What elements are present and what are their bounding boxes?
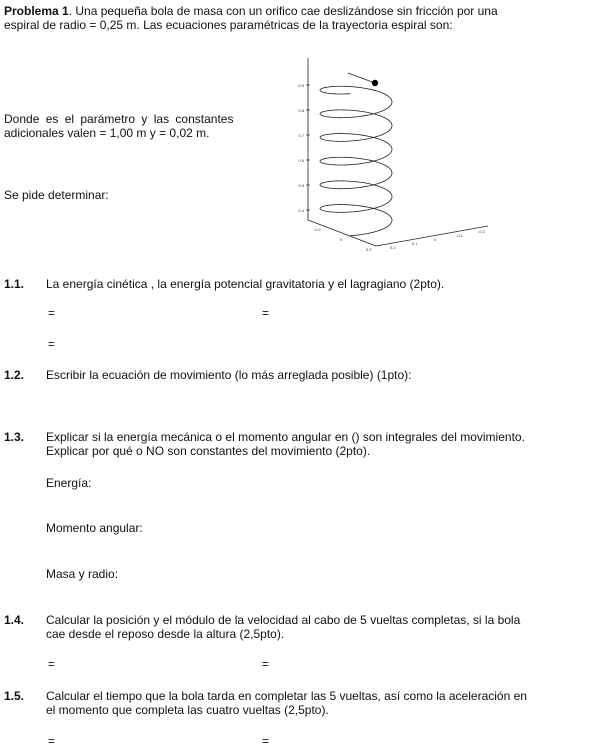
left-axis-tick-label: 0 xyxy=(340,237,343,242)
question-number: 1.4. xyxy=(4,613,25,627)
question-text: La energía cinética , la energía potencial gravitatoria y el lagragiano (2pto). xyxy=(46,277,445,291)
left-axis-tick-label: -0.2 xyxy=(314,227,321,232)
equals-sign: = xyxy=(48,734,56,748)
ball-marker xyxy=(372,80,378,86)
base-axis-bottom xyxy=(376,226,488,246)
question-number: 1.3. xyxy=(4,430,25,444)
spiral-trajectory-figure xyxy=(292,50,497,255)
problem-intro-line1 xyxy=(4,4,498,18)
equals-sign: = xyxy=(262,657,270,671)
question-text: Calcular el tiempo que la bola tarda en completar las 5 vueltas, así como la aceleración en xyxy=(46,689,527,703)
question-text: Calcular la posición y el módulo de la velocidad al cabo de 5 vueltas completas, si la bola xyxy=(46,613,521,627)
equals-sign: = xyxy=(262,734,270,748)
question-text: cae desde el reposo desde la altura (2,5pto). xyxy=(46,627,285,641)
question-text: Explicar por qué o NO son constantes del movimiento (2pto). xyxy=(46,444,371,458)
problem-label: Problema 1 xyxy=(4,4,69,18)
bottom-axis-tick-label: 0.1 xyxy=(412,241,418,246)
donde-line2: adicionales valen = 1,00 m y = 0,02 m. xyxy=(4,126,210,140)
se-pide-text: Se pide determinar: xyxy=(4,188,109,202)
bottom-axis-tick-label: -0.2 xyxy=(478,229,485,234)
z-axis-tick-label: 0.5 xyxy=(298,183,304,188)
equals-sign: = xyxy=(262,306,270,320)
left-axis-tick-label: 0.2 xyxy=(366,247,372,252)
problem-intro-line2: espiral de radio = 0,25 m. Las ecuaciones paramétricas de la trayectoria espiral son: xyxy=(4,18,453,32)
answer-label-energia: Energía: xyxy=(46,476,92,490)
question-number: 1.5. xyxy=(4,689,25,703)
question-number: 1.2. xyxy=(4,368,25,382)
problem-intro-text: . Una pequeña bola de masa con un orifico cae deslizándose sin fricción por una xyxy=(68,4,498,18)
z-axis-tick-label: 0.4 xyxy=(298,208,304,213)
z-axis-tick-label: 0.7 xyxy=(298,133,304,138)
equals-sign: = xyxy=(48,657,56,671)
question-text: Escribir la ecuación de movimiento (lo más arreglada posible) (1pto): xyxy=(46,368,412,382)
helix-entry-line xyxy=(348,73,375,83)
base-axis-left xyxy=(308,220,376,246)
question-number: 1.1. xyxy=(4,277,25,291)
bottom-axis-tick-label: 0 xyxy=(434,237,437,242)
bottom-axis-tick-label: 0.2 xyxy=(390,245,396,250)
z-axis-tick-label: 0.8 xyxy=(298,108,304,113)
equals-sign: = xyxy=(48,306,56,320)
helix-curve xyxy=(320,86,392,235)
question-text: Explicar si la energía mecánica o el momento angular en () son integrales del movimiento. xyxy=(46,430,525,444)
z-axis-tick-label: 0.9 xyxy=(298,83,304,88)
z-axis-tick-label: 0.6 xyxy=(298,158,304,163)
answer-label-masa-radio: Masa y radio: xyxy=(46,567,119,581)
question-text: el momento que completa las cuatro vueltas (2,5pto). xyxy=(46,703,329,717)
donde-line1: Donde es el parámetro y las constantes xyxy=(4,112,234,126)
bottom-axis-tick-label: -0.1 xyxy=(456,233,463,238)
equals-sign: = xyxy=(48,337,56,351)
answer-label-momento: Momento angular: xyxy=(46,521,143,535)
